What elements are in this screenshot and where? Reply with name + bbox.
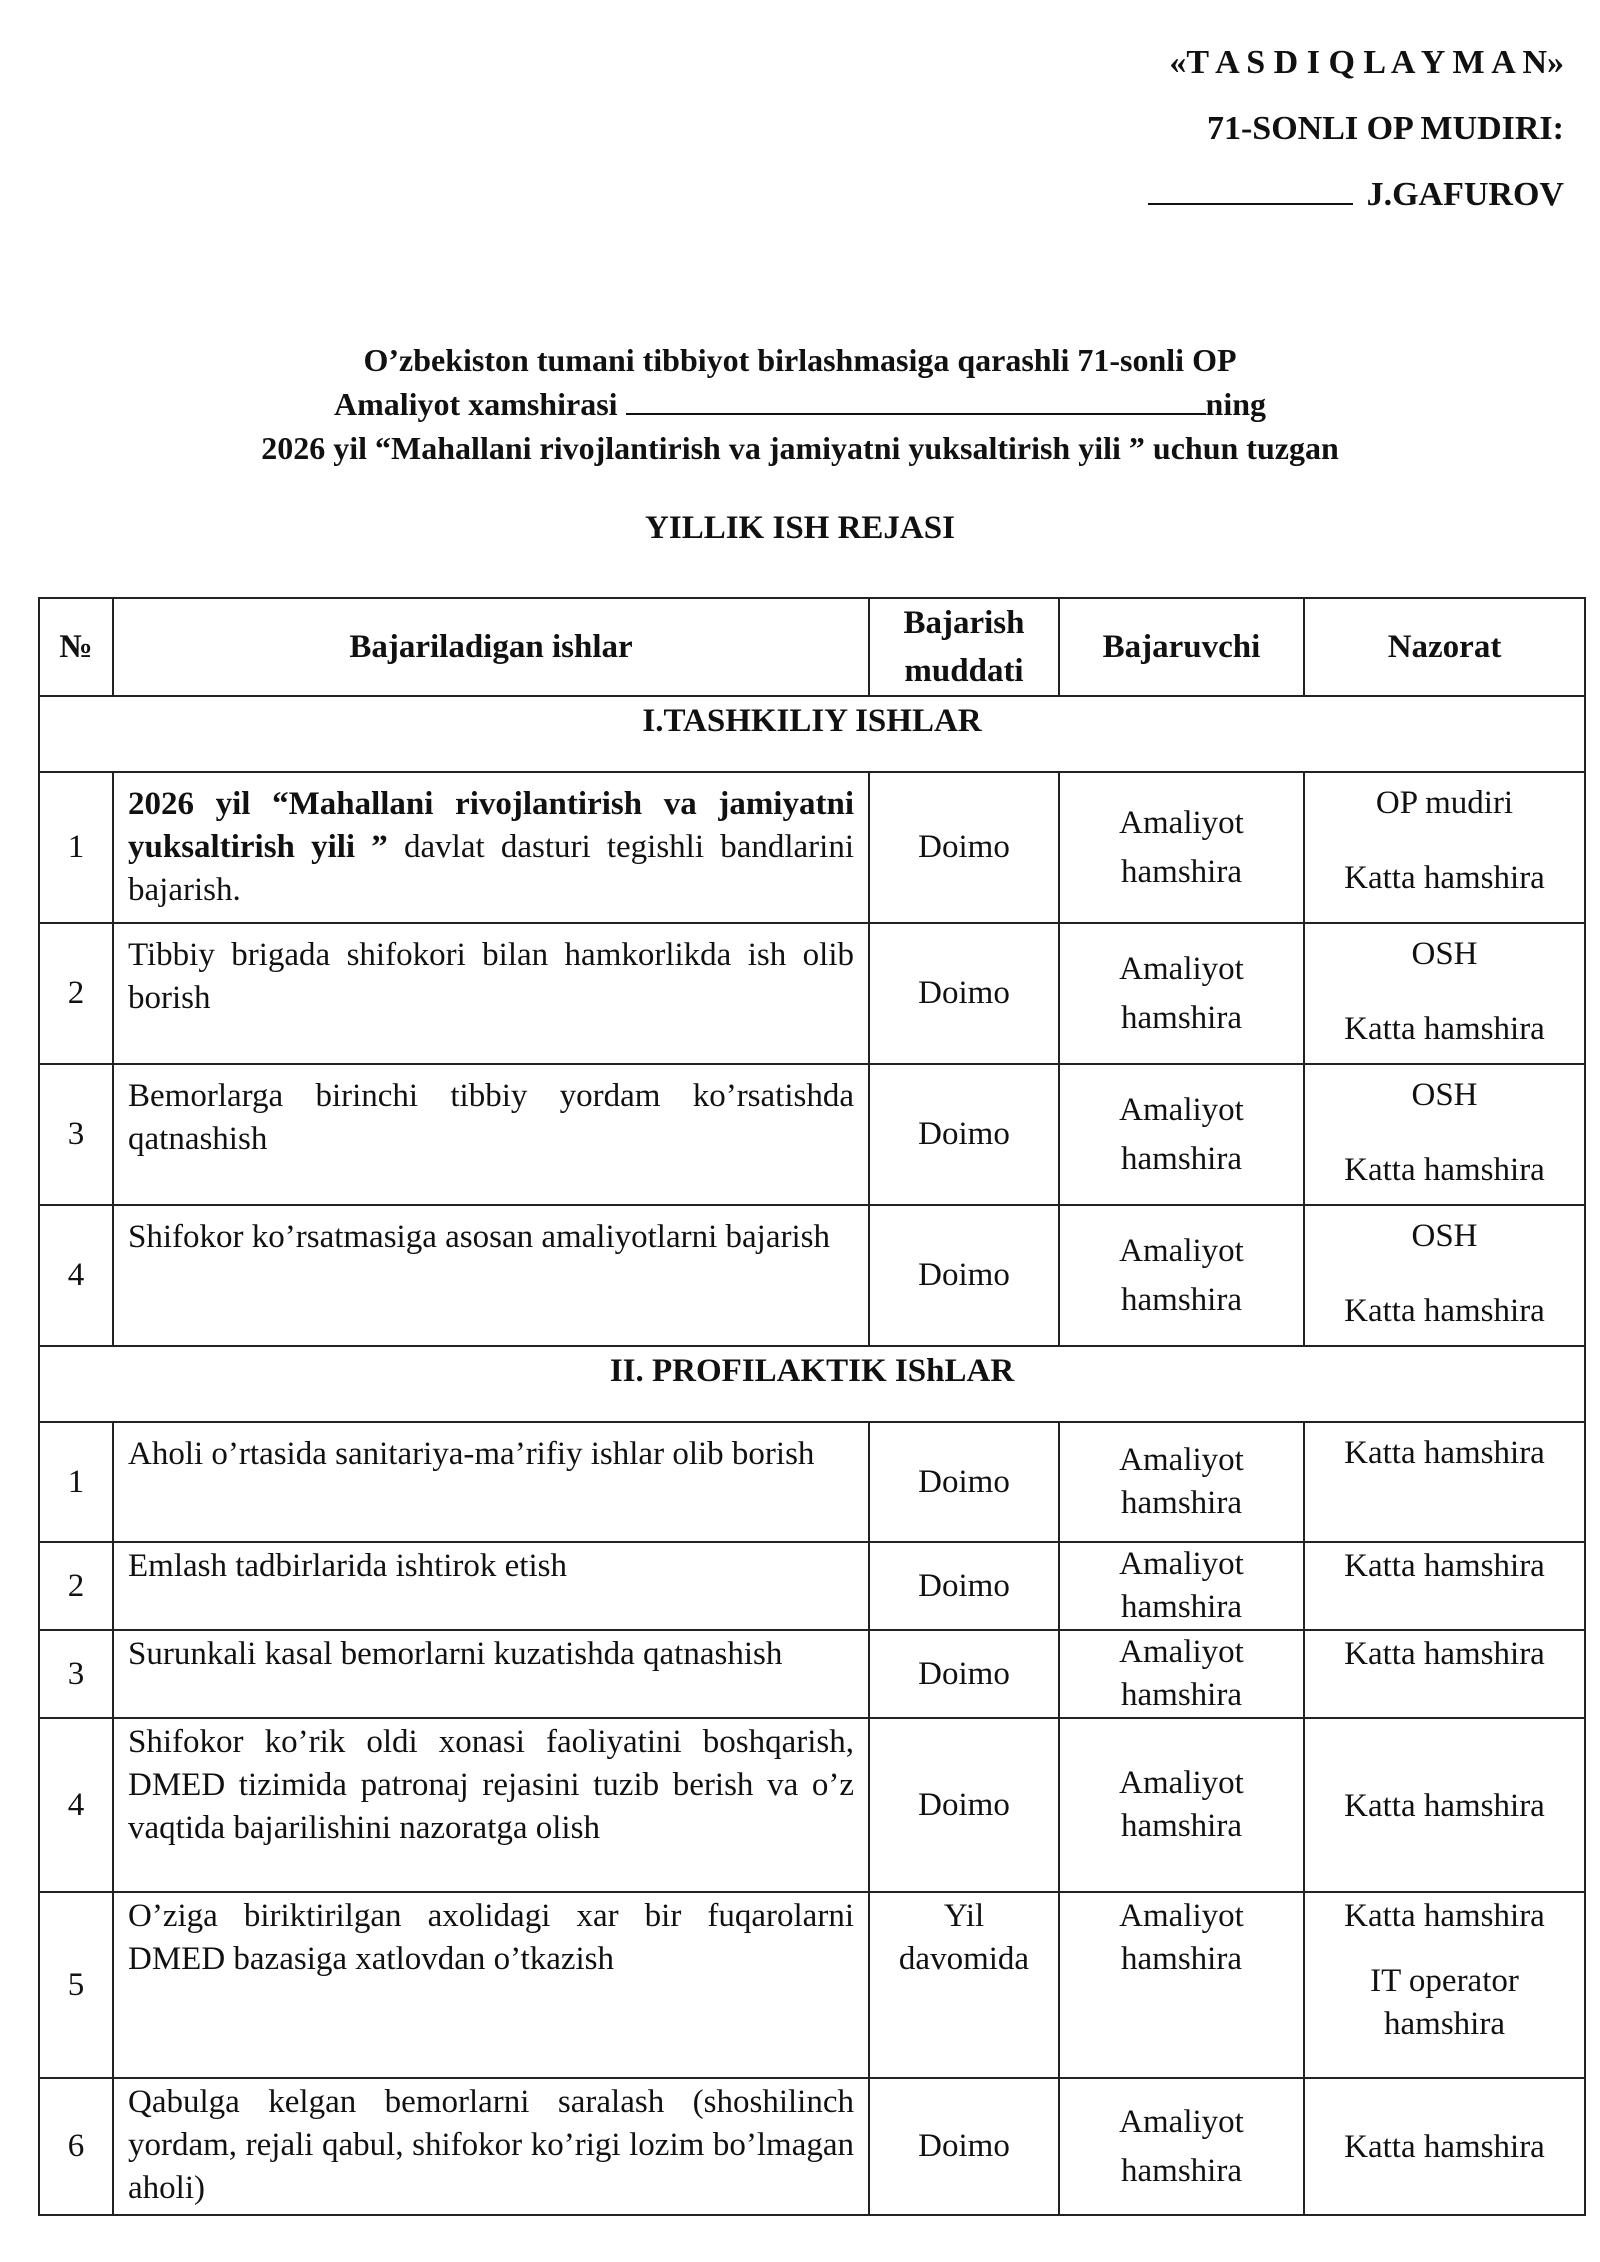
work-plan-table — [38, 597, 1586, 2216]
row-work: Bemorlarga birinchi tibbiy yordam ko’rsatishda qatnashish — [113, 1064, 869, 1205]
row-no: 4 — [39, 1718, 113, 1892]
row-work-bold: 2026 yil “Mahallani rivojlantirish va jamiyatni yuksaltirish yili ” — [128, 786, 854, 865]
row-term: Doimo — [869, 1718, 1059, 1892]
row-executor: Amaliyot hamshira — [1059, 1064, 1304, 1205]
row-term: Doimo — [869, 1205, 1059, 1346]
row-work — [113, 772, 869, 923]
table-row — [39, 1205, 1585, 1346]
heading-line-2-prefix: Amaliyot xamshirasi — [333, 386, 618, 422]
approval-signature — [964, 162, 1564, 228]
row-executor: Amaliyot hamshira — [1059, 1718, 1304, 1892]
header-control: Nazorat — [1304, 598, 1585, 696]
row-control: Katta hamshira — [1304, 1718, 1585, 1892]
table-row — [39, 1718, 1585, 1892]
section-title: I.TASHKILIY ISHLAR — [39, 696, 1585, 772]
heading-line-3: 2026 yil “Mahallani rivojlantirish va jamiyatni yuksaltirish yili ” uchun tuzgan — [261, 430, 1339, 466]
row-term: Doimo — [869, 1630, 1059, 1718]
row-control: OSH Katta hamshira — [1304, 1064, 1585, 1205]
header-executor: Bajaruvchi — [1059, 598, 1304, 696]
row-no: 3 — [39, 1630, 113, 1718]
row-control: Katta hamshira IT operator hamshira — [1304, 1892, 1585, 2078]
row-control: OP mudiri Katta hamshira — [1304, 772, 1585, 923]
row-term: Doimo — [869, 1422, 1059, 1542]
heading-line-2 — [0, 382, 1600, 426]
section-row — [39, 1346, 1585, 1422]
row-term: Doimo — [869, 772, 1059, 923]
signature-line — [1148, 163, 1353, 205]
table-row — [39, 1422, 1585, 1542]
table-header-row — [39, 598, 1585, 696]
row-work: O’ziga biriktirilgan axolidagi xar bir fuqarolarni DMED bazasiga xatlovdan o’tkazish — [113, 1892, 869, 2078]
table-row — [39, 923, 1585, 1064]
table-row — [39, 2078, 1585, 2215]
heading-line-2-suffix: ning — [1205, 386, 1267, 422]
row-control: Katta hamshira — [1304, 2078, 1585, 2215]
row-control: Katta hamshira — [1304, 1542, 1585, 1630]
header-term-line-2: muddati — [904, 653, 1024, 689]
approval-block — [964, 30, 1564, 228]
section-row — [39, 696, 1585, 772]
row-executor: Amaliyot hamshira — [1059, 772, 1304, 923]
row-work: Shifokor ko’rsatmasiga asosan amaliyotlarni bajarish — [113, 1205, 869, 1346]
row-work: Shifokor ko’rik oldi xonasi faoliyatini boshqarish, DMED tizimida patronaj rejasini tuzib berish va o’z vaqtida bajarilishini nazoratga olish — [113, 1718, 869, 1892]
row-term: Doimo — [869, 1542, 1059, 1630]
row-term: Yil davomida — [869, 1892, 1059, 2078]
row-executor: Amaliyot hamshira — [1059, 1422, 1304, 1542]
row-term: Doimo — [869, 2078, 1059, 2215]
document-title: YILLIK ISH REJASI — [645, 510, 955, 546]
approval-name: J.GAFUROV — [1366, 176, 1564, 213]
row-control: OSH Katta hamshira — [1304, 923, 1585, 1064]
row-control: OSH Katta hamshira — [1304, 1205, 1585, 1346]
table-row — [39, 1064, 1585, 1205]
row-work: Tibbiy brigada shifokori bilan hamkorlikda ish olib borish — [113, 923, 869, 1064]
table-row — [39, 1542, 1585, 1630]
row-no: 6 — [39, 2078, 113, 2215]
row-no: 4 — [39, 1205, 113, 1346]
approval-title: «T A S D I Q L A Y M A N» — [1169, 44, 1564, 81]
header-work: Bajariladigan ishlar — [113, 598, 869, 696]
table-row — [39, 772, 1585, 923]
row-no: 5 — [39, 1892, 113, 2078]
header-term — [869, 598, 1059, 696]
table-row — [39, 1892, 1585, 2078]
row-control: Katta hamshira — [1304, 1630, 1585, 1718]
row-term: Doimo — [869, 1064, 1059, 1205]
header-term-line-1: Bajarish — [903, 605, 1025, 641]
name-blank-line — [626, 383, 1206, 415]
row-work: Emlash tadbirlarida ishtirok etish — [113, 1542, 869, 1630]
row-no: 3 — [39, 1064, 113, 1205]
row-work-rest: davlat dasturi tegishli bandlarini bajarish. — [128, 829, 854, 908]
row-executor: Amaliyot hamshira — [1059, 1205, 1304, 1346]
row-work: Qabulga kelgan bemorlarni saralash (shoshilinch yordam, rejali qabul, shifokor ko’rigi lozim bo’lmagan aholi) — [113, 2078, 869, 2215]
row-no: 1 — [39, 1422, 113, 1542]
approval-position: 71-SONLI OP MUDIRI: — [1206, 110, 1564, 147]
section-title: II. PROFILAKTIK IShLAR — [39, 1346, 1585, 1422]
row-no: 1 — [39, 772, 113, 923]
document-heading — [0, 338, 1600, 470]
row-executor: Amaliyot hamshira — [1059, 1630, 1304, 1718]
row-term: Doimo — [869, 923, 1059, 1064]
row-executor: Amaliyot hamshira — [1059, 1542, 1304, 1630]
heading-line-1: O’zbekiston tumani tibbiyot birlashmasiga qarashli 71-sonli OP — [363, 342, 1237, 378]
row-executor: Amaliyot hamshira — [1059, 923, 1304, 1064]
row-executor: Amaliyot hamshira — [1059, 1892, 1304, 2078]
row-executor: Amaliyot hamshira — [1059, 2078, 1304, 2215]
row-work: Aholi o’rtasida sanitariya-ma’rifiy ishlar olib borish — [113, 1422, 869, 1542]
row-no: 2 — [39, 1542, 113, 1630]
row-work: Surunkali kasal bemorlarni kuzatishda qatnashish — [113, 1630, 869, 1718]
table-row — [39, 1630, 1585, 1718]
row-control: Katta hamshira — [1304, 1422, 1585, 1542]
row-no: 2 — [39, 923, 113, 1064]
header-no: № — [39, 598, 113, 696]
